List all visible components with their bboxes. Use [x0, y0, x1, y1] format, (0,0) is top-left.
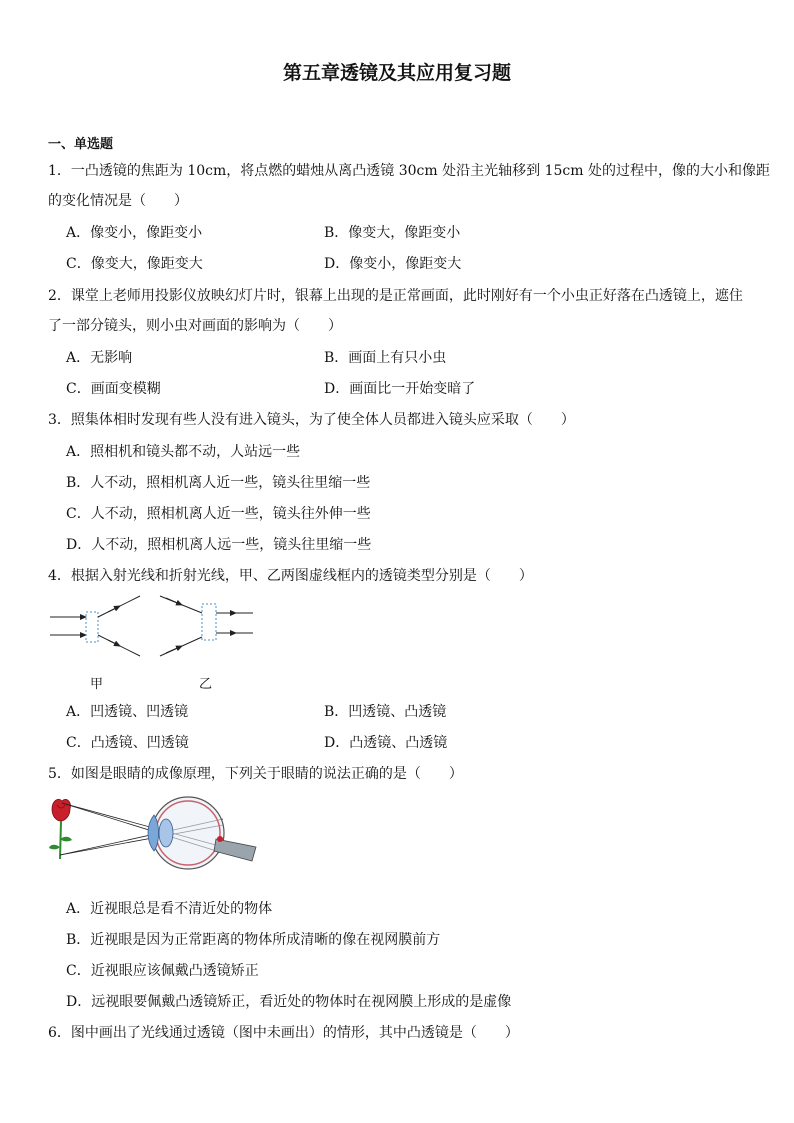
q1-option-b[interactable]: B．像变大，像距变小: [324, 225, 461, 241]
q5-option-d[interactable]: D．远视眼要佩戴凸透镜矫正，看近处的物体时在视网膜上形成的是虚像: [66, 994, 512, 1010]
rose-icon: [49, 799, 72, 859]
q2-option-a[interactable]: A．无影响: [66, 350, 133, 366]
q3-option-b[interactable]: B．人不动，照相机离人近一些，镜头往里缩一些: [66, 475, 371, 491]
q4-figure-label-a: 甲: [90, 677, 104, 692]
q2-option-d[interactable]: D．画面比一开始变暗了: [324, 381, 476, 397]
page-title: 第五章透镜及其应用复习题: [282, 62, 511, 84]
q5-stem-line1: 5．如图是眼睛的成像原理，下列关于眼睛的说法正确的是（ ）: [48, 766, 463, 782]
q3-option-c[interactable]: C．人不动，照相机离人近一些，镜头往外伸一些: [66, 506, 371, 522]
q3-option-a[interactable]: A．照相机和镜头都不动，人站远一些: [66, 444, 301, 460]
q6-stem-line1: 6．图中画出了光线通过透镜（图中未画出）的情形，其中凸透镜是（ ）: [48, 1025, 519, 1041]
dashed-box-a: [86, 612, 98, 642]
q4-option-b[interactable]: B．凹透镜、凸透镜: [324, 704, 447, 720]
q4-option-c[interactable]: C．凸透镜、凹透镜: [66, 735, 189, 751]
q5-option-b[interactable]: B．近视眼是因为正常距离的物体所成清晰的像在视网膜前方: [66, 932, 441, 948]
q2-option-c[interactable]: C．画面变模糊: [66, 381, 161, 397]
q4-stem-line1: 4．根据入射光线和折射光线，甲、乙两图虚线框内的透镜类型分别是（ ）: [48, 568, 533, 584]
q5-option-a[interactable]: A．近视眼总是看不清近处的物体: [66, 901, 273, 917]
eyeball-icon: [148, 797, 256, 869]
q4-option-a[interactable]: A．凹透镜、凹透镜: [66, 704, 189, 720]
q2-option-b[interactable]: B．画面上有只小虫: [324, 350, 447, 366]
dashed-box-b: [202, 604, 216, 640]
q2-stem-line1: 2．课堂上老师用投影仪放映幻灯片时，银幕上出现的是正常画面，此时刚好有一个小虫正好落在凸透镜上，遮住: [48, 288, 743, 304]
q2-stem-line2: 了一部分镜头，则小虫对画面的影响为（ ）: [48, 318, 342, 334]
section-heading: 一、单选题: [48, 137, 114, 152]
q1-stem-line2: 的变化情况是（ ）: [48, 193, 188, 209]
q5-option-c[interactable]: C．近视眼应该佩戴凸透镜矫正: [66, 963, 259, 979]
eye-imaging-diagram: [48, 795, 260, 875]
q4-figure-label-b: 乙: [199, 677, 213, 692]
q1-option-a[interactable]: A．像变小，像距变小: [66, 225, 203, 241]
q3-stem-line1: 3．照集体相时发现有些人没有进入镜头，为了使全体人员都进入镜头应采取（ ）: [48, 412, 575, 428]
q3-option-d[interactable]: D．人不动，照相机离人远一些，镜头往里缩一些: [66, 537, 372, 553]
q1-option-c[interactable]: C．像变大，像距变大: [66, 256, 203, 272]
q1-option-d[interactable]: D．像变小，像距变大: [324, 256, 462, 272]
q4-ray-diagram: [48, 590, 258, 665]
q4-option-d[interactable]: D．凸透镜、凸透镜: [324, 735, 448, 751]
q1-stem-line1: 1．一凸透镜的焦距为 10cm，将点燃的蜡烛从离凸透镜 30cm 处沿主光轴移到 15cm 处的过程中，像的大小和像距: [48, 163, 770, 179]
